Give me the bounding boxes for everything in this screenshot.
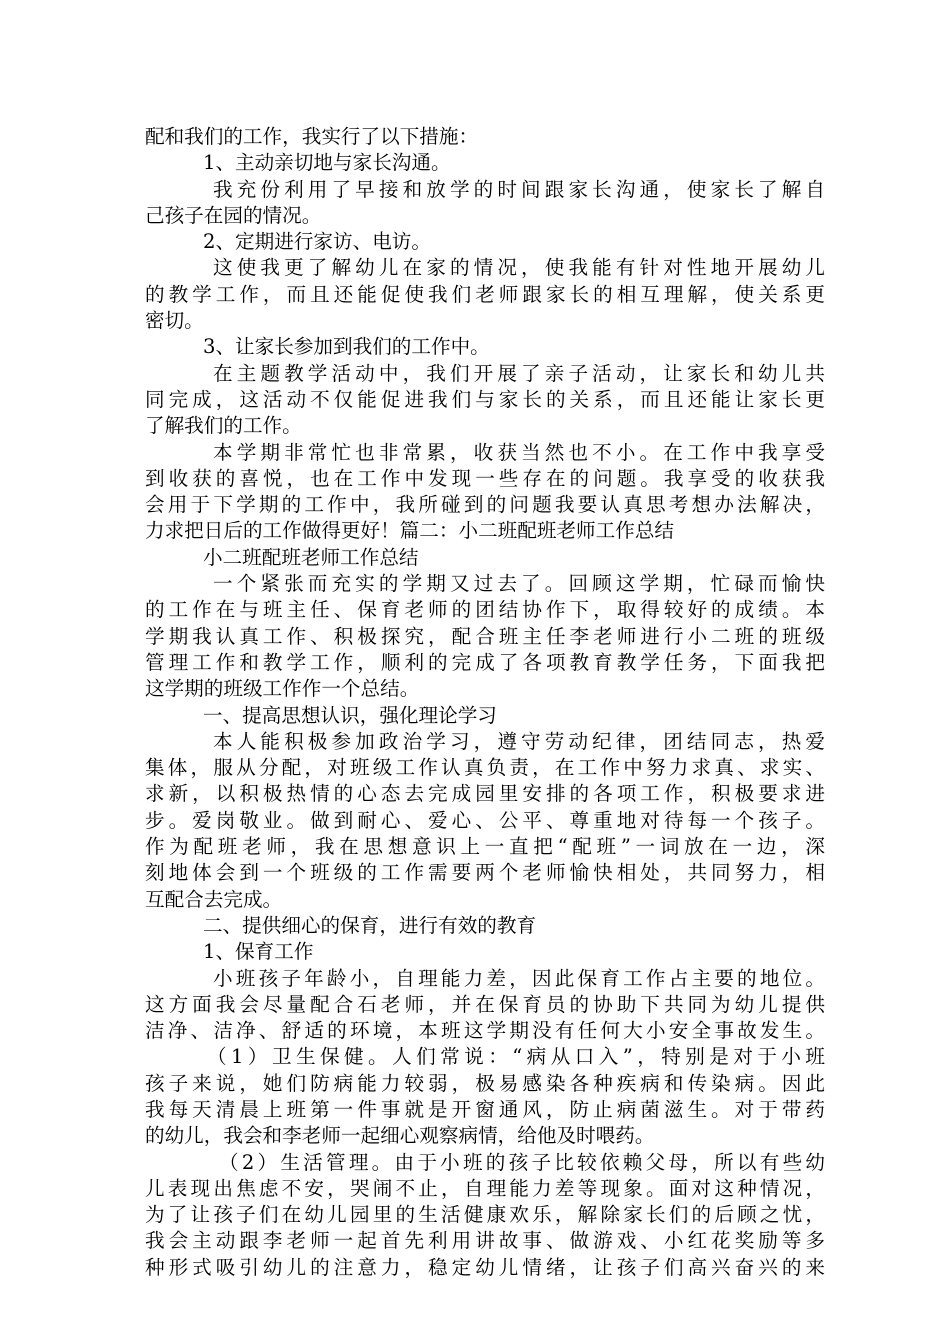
text-line: 的教学工作，而且还能促使我们老师跟家长的相互理解，使关系更 [145,282,825,306]
text-line: 密切。 [145,309,204,333]
text-line: 同完成，这活动不仅能促进我们与家长的关系，而且还能让家长更 [145,387,825,411]
text-line: 刻地体会到一个班级的工作需要两个老师愉快相处，共同努力，相 [145,861,825,885]
text-line: 2、定期进行家访、电访。 [203,230,431,254]
text-line: （1）卫生保健。人们常说：“病从口入”，特别是对于小班 [207,1045,825,1069]
text-line: 管理工作和教学工作，顺利的完成了各项教育教学任务，下面我把 [145,650,825,674]
text-line: 这学期的班级工作作一个总结。 [145,677,420,701]
text-line: 互配合去完成。 [145,887,283,911]
text-line: 力求把日后的工作做得更好！篇二：小二班配班老师工作总结 [145,519,675,543]
text-line: 种形式吸引幼儿的注意力，稳定幼儿情绪，让孩子们高兴奋兴的来 [145,1255,825,1279]
text-line: 我充份利用了早接和放学的时间跟家长沟通，使家长了解自 [213,177,825,201]
text-line: 洁净、洁净、舒适的环境，本班这学期没有任何大小安全事故发生。 [145,1019,825,1043]
text-line: 己孩子在园的情况。 [145,203,322,227]
text-line: 本学期非常忙也非常累，收获当然也不小。在工作中我享受 [213,440,825,464]
text-line: 为了让孩子们在幼儿园里的生活健康欢乐，解除家长们的后顾之忧， [145,1203,825,1227]
text-line: 小二班配班老师工作总结 [203,545,419,569]
text-line: 步。爱岗敬业。做到耐心、爱心、公平、尊重地对待每一个孩子。 [145,808,825,832]
text-line: 本人能积极参加政治学习，遵守劳动纪律，团结同志，热爱 [213,729,825,753]
text-line: 集体，服从分配，对班级工作认真负责，在工作中努力求真、求实、 [145,756,825,780]
text-line: 的幼儿，我会和李老师一起细心观察病情，给他及时喂药。 [145,1124,655,1148]
text-line: 我每天清晨上班第一件事就是开窗通风，防止病菌滋生。对于带药 [145,1097,825,1121]
text-line: 小班孩子年龄小，自理能力差，因此保育工作占主要的地位。 [213,966,825,990]
text-line: 我会主动跟李老师一起首先利用讲故事、做游戏、小红花奖励等多 [145,1229,825,1253]
text-line: 一个紧张而充实的学期又过去了。回顾这学期，忙碌而愉快 [213,572,825,596]
text-line: 一、提高思想认识，强化理论学习 [203,703,497,727]
text-line: 二、提供细心的保育，进行有效的教育 [203,913,537,937]
text-line: 孩子来说，她们防病能力较弱，极易感染各种疾病和传染病。因此 [145,1071,825,1095]
text-line: 1、保育工作 [203,940,314,964]
text-line: 学期我认真工作、积极探究，配合班主任李老师进行小二班的班级 [145,624,825,648]
text-line: 配和我们的工作，我实行了以下措施： [145,125,479,148]
document-page [145,124,825,1281]
text-line: 这使我更了解幼儿在家的情况，使我能有针对性地开展幼儿 [213,256,825,280]
text-line: 儿表现出焦虑不安，哭闹不止，自理能力差等现象。面对这种情况， [145,1176,825,1200]
text-line: 1、主动亲切地与家长沟通。 [203,151,451,175]
text-line: 作为配班老师，我在思想意识上一直把“配班”一词放在一边，深 [145,835,825,859]
text-line: 3、让家长参加到我们的工作中。 [203,335,490,359]
text-line: 到收获的喜悦，也在工作中发现一些存在的问题。我享受的收获我 [145,466,825,490]
text-line: 在主题教学活动中，我们开展了亲子活动，让家长和幼儿共 [213,361,825,385]
text-line: 求新，以积极热情的心态去完成园里安排的各项工作，积极要求进 [145,782,825,806]
text-line: 会用于下学期的工作中，我所碰到的问题我要认真思考想办法解决， [145,493,825,517]
text-line: 这方面我会尽量配合石老师，并在保育员的协助下共同为幼儿提供 [145,992,825,1016]
text-line: 的工作在与班主任、保育老师的团结协作下，取得较好的成绩。本 [145,598,825,622]
text-line: 了解我们的工作。 [145,414,302,438]
text-line: （2）生活管理。由于小班的孩子比较依赖父母，所以有些幼 [219,1150,825,1174]
